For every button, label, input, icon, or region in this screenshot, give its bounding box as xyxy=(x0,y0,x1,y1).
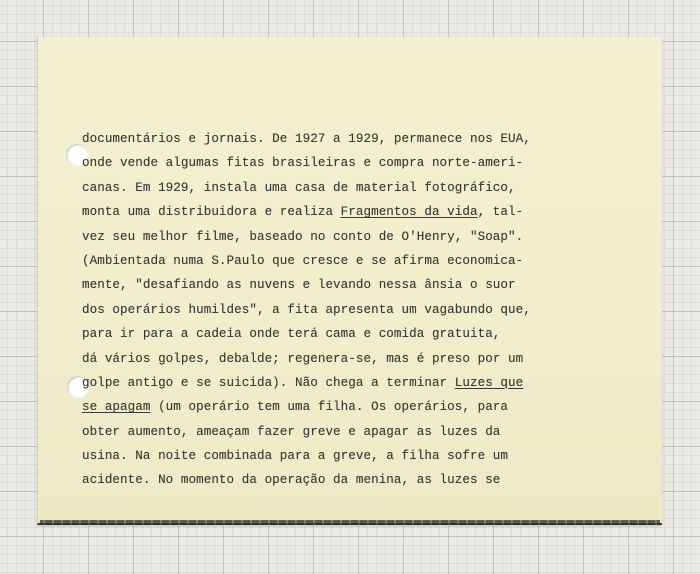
text-line xyxy=(82,200,531,224)
underlined-title: Luzes que xyxy=(454,375,524,390)
text-line xyxy=(82,420,531,444)
text-segment: acidente. No momento da operação da menina, as luzes se xyxy=(82,473,501,488)
text-segment: mente, "desafiando as nuvens e levando nessa ânsia o suor xyxy=(82,278,516,293)
text-line xyxy=(82,298,531,322)
text-segment: documentários e jornais. De 1927 a 1929, permanece nos EUA, xyxy=(82,132,531,146)
text-segment: , tal- xyxy=(477,205,524,220)
text-segment: canas. Em 1929, instala uma casa de material fotográfico, xyxy=(82,180,516,195)
text-segment: monta uma distribuidora e realiza xyxy=(82,205,341,220)
text-segment: dá vários golpes, debalde; regenera-se, mas é preso por um xyxy=(82,351,524,366)
text-line xyxy=(82,249,531,273)
text-line xyxy=(82,273,531,297)
text-line xyxy=(82,151,531,175)
text-line xyxy=(82,371,531,395)
text-line xyxy=(82,444,531,468)
typed-text-block xyxy=(82,127,531,493)
text-line xyxy=(82,468,531,492)
underlined-title: Fragmentos da vida xyxy=(340,205,478,220)
text-segment: (um operário tem uma filha. Os operários, para xyxy=(150,400,509,415)
text-line xyxy=(82,322,531,346)
text-line xyxy=(82,347,531,371)
text-segment: (Ambientada numa S.Paulo que cresce e se afirma economica- xyxy=(82,253,524,268)
text-segment: vez seu melhor filme, baseado no conto de O'Henry, "Soap". xyxy=(82,229,524,244)
text-segment: para ir para a cadeia onde terá cama e comida gratuita, xyxy=(82,327,501,342)
text-line xyxy=(82,395,531,419)
text-line xyxy=(82,127,531,151)
torn-paper-edge xyxy=(40,520,660,525)
text-segment: obter aumento, ameaçam fazer greve e apagar as luzes da xyxy=(82,424,501,439)
underlined-title: se apagam xyxy=(82,400,151,415)
text-segment: dos operários humildes", a fita apresenta um vagabundo que, xyxy=(82,302,531,317)
text-segment: golpe antigo e se suicida). Não chega a terminar xyxy=(82,375,455,390)
text-line xyxy=(82,225,531,249)
text-segment: onde vende algumas fitas brasileiras e compra norte-ameri- xyxy=(82,156,524,171)
text-line xyxy=(82,176,531,200)
text-segment: usina. Na noite combinada para a greve, a filha sofre um xyxy=(82,449,509,464)
